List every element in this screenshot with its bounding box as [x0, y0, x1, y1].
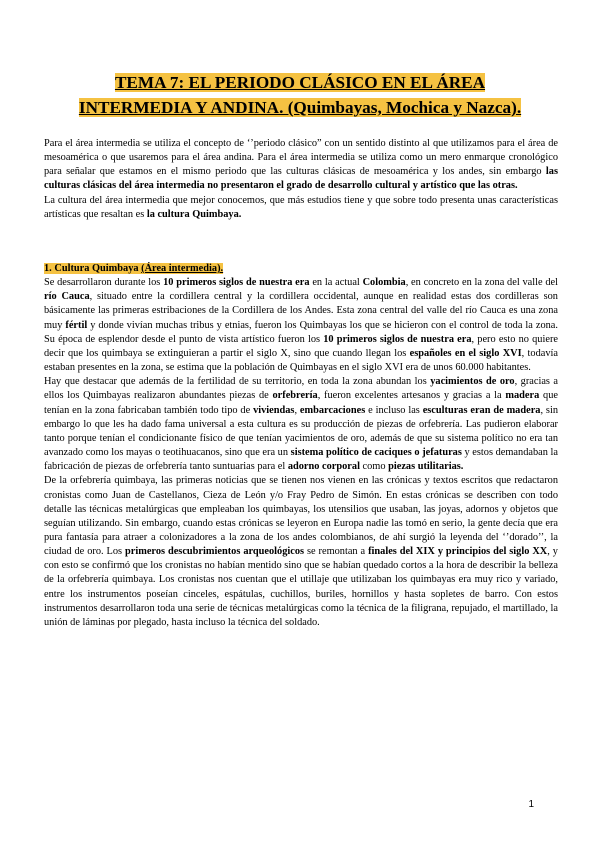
- bold-text-run: madera: [505, 390, 540, 402]
- bold-text-run: Colombia: [362, 277, 406, 289]
- text-run: , en concreto en la zona del valle del: [405, 277, 558, 289]
- text-run: , sin embargo lo que les ha dado fama universal a esta cultura es su producción de piezas de orfebrería. Las pudieron elaborar tanto porque tenían el condicionante físico de que tenían yacimientos de oro, además de que su sistema político no era tan avanzado como los mayas o teotihuacanos, sino que era un: [44, 404, 558, 459]
- text-run: , y con esto se confirmó que los cronistas no habían mentido sino que se habían quedado cortos a la hora de describir la belleza de la orfebrería quimbaya. Los cronistas nos cuentan que el utillaje que utilizaban los quimbayas era muy rico y variado, entre los instrumentos poseían cinceles, espátulas, cuchillos, buriles, hornillos y hasta sopletes de barro. Con estos instrumentos desarrollaron toda una serie de técnicas metalúrgicas como la técnica de la filigrana, repujado, el martillado, la unión de láminas por plegado, hasta incluso la técnica del soldado.: [44, 546, 558, 628]
- intro-paragraph-1: [44, 137, 558, 194]
- text-run: , gracias a ellos los Quimbayas realizaron abundantes piezas de: [44, 376, 558, 402]
- bold-text-run: piezas utilitarias.: [388, 461, 464, 473]
- text-run: Hay que destacar que además de la fertilidad de su territorio, en toda la zona abundan los: [44, 376, 431, 388]
- title-line-2: INTERMEDIA Y ANDINA. (Quimbayas, Mochica y Nazca).: [78, 98, 522, 117]
- text-run: se remontan a: [304, 546, 369, 558]
- bold-text-run: españoles en el siglo XVI: [409, 347, 522, 359]
- text-run: Se desarrollaron durante los: [44, 277, 164, 289]
- text-run: , fueron excelentes artesanos y gracias a la: [317, 390, 506, 402]
- bold-text-run: primeros descubrimientos arqueológicos: [125, 546, 305, 558]
- section-heading-area: (Área intermedia).: [141, 263, 224, 274]
- bold-text-run: fértil: [65, 319, 88, 331]
- bold-text-run: adorno corporal: [287, 461, 360, 473]
- bold-text-run: 10 primeros siglos de nuestra era: [163, 277, 310, 289]
- bold-text-run: las culturas clásicas del área intermedia no presentaron el grado de desarrollo cultural y artístico que las otras.: [44, 166, 558, 192]
- intro-block: [44, 137, 558, 222]
- section-heading: [44, 262, 558, 276]
- section-paragraph-3: [44, 474, 558, 630]
- text-run: Para el área intermedia se utiliza el concepto de ‘’periodo clásico” con un sentido distinto al que utilizamos para el área de mesoamérica o que usaremos para el área andina. Para el área intermedia se utiliza como un mero enmarque cronológico para señalar que estamos en el mismo periodo que las culturas clásicas de mesoamérica y los andes, sin embargo: [44, 138, 558, 178]
- text-run: en la actual: [309, 277, 363, 289]
- text-run: ,: [294, 404, 300, 416]
- bold-text-run: orfebrería: [272, 390, 318, 402]
- text-run: e incluso las: [365, 404, 423, 416]
- text-run: La cultura del área intermedia que mejor conocemos, que más estudios tiene y que sobre todo presenta unas características artísticas que resaltan es: [44, 194, 558, 220]
- section-paragraph-1: [44, 276, 558, 375]
- page-number: 1: [528, 799, 534, 810]
- text-run: como: [359, 461, 389, 473]
- text-run: y donde vivían muchas tribus y etnias, fueron los Quimbayas los que se hicieron con el control de toda la zona. Su época de esplendor desde el punto de vista artístico fueron los: [44, 319, 558, 345]
- text-run: , pero esto no quiere decir que los quimbaya se extinguieran a partir el siglo X, sino que cuando llegan los: [44, 333, 558, 359]
- bold-text-run: viviendas: [253, 404, 295, 416]
- bold-text-run: finales del XIX y principios del siglo XX: [368, 546, 548, 558]
- text-run: De la orfebrería quimbaya, las primeras noticias que se tienen nos vienen en las crónicas y textos escritos que redactaron cronistas como Juan de Castellanos, Cieza de León y/o Fray Pedro de Simón. En estas crónicas se describen con todo detalle las técnicas metalúrgicas que empleaban los quimbayas, los utensilios que usaban, las joyas, adornos y objetos que seguían utilizando. Sin embargo, cuando estas crónicas se leyeron en Europa nadie las tomó en serio, la gente decía que era pura fantasía para atraer a colonizadores a la zona de los andes colombianos, de ahí surgió la leyenda del ‘’dorado’’, la ciudad de oro. Los: [44, 475, 558, 558]
- text-run: y estos demandaban la fabricación de piezas de orfebrería tanto suntuarias para el: [44, 447, 558, 473]
- bold-text-run: río Cauca: [44, 291, 90, 303]
- document-title: [0, 70, 600, 120]
- section-paragraph-2: [44, 375, 558, 474]
- bold-text-run: sistema político de caciques o jefaturas: [290, 447, 462, 459]
- section-quimbaya: [44, 262, 558, 630]
- title-line-1: TEMA 7: EL PERIODO CLÁSICO EN EL ÁREA: [114, 73, 486, 92]
- text-run: que tenían en la zona fabricaban también todo tipo de: [44, 390, 558, 416]
- bold-text-run: la cultura Quimbaya.: [146, 208, 242, 220]
- bold-text-run: 10 primeros siglos de nuestra era: [323, 333, 472, 345]
- bold-text-run: embarcaciones: [299, 404, 366, 416]
- intro-paragraph-2: [44, 194, 558, 222]
- section-heading-number: 1. Cultura Quimbaya: [44, 263, 142, 274]
- text-run: , situado entre la cordillera central y la cordillera occidental, aunque en realidad estas dos cordilleras son básicamente las primeras estribaciones de la Cordillera de los Andes. Esta zona central del valle del río Cauca es una zona muy: [44, 291, 558, 331]
- text-run: , todavía estaban presentes en la zona, se estima que la población de Quimbayas en el siglo XVI era de unos 60.000 habitantes.: [44, 347, 558, 374]
- bold-text-run: yacimientos de oro: [430, 376, 515, 388]
- bold-text-run: esculturas eran de madera: [422, 404, 541, 416]
